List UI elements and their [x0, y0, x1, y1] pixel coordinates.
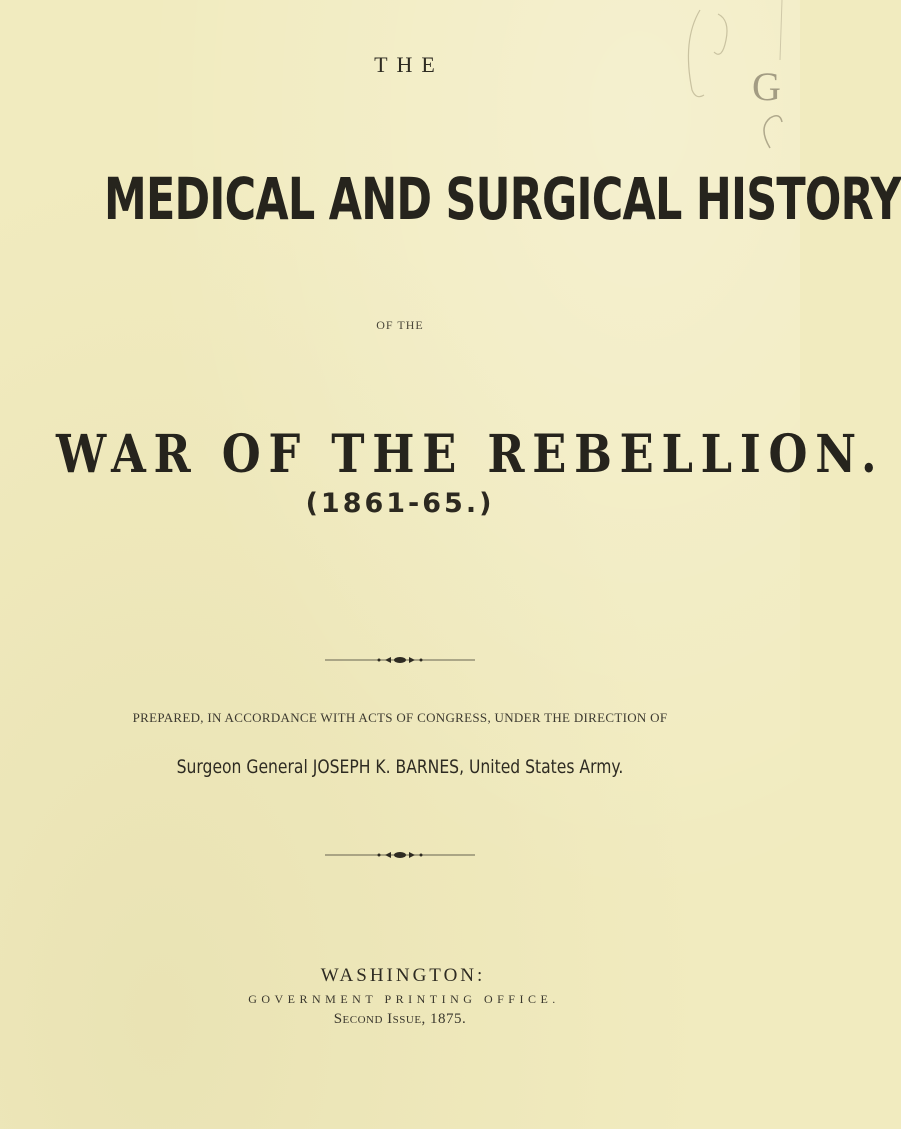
imprint-issue: Second Issue, 1875.: [333, 1011, 467, 1027]
ornamental-rule-icon: [325, 655, 475, 665]
ornamental-rule-icon: [325, 850, 475, 860]
war-title: WAR OF THE REBELLION.: [56, 424, 885, 485]
imprint-publisher: GOVERNMENT PRINTING OFFICE.: [248, 992, 560, 1006]
date-range: (1861-65.): [305, 488, 495, 519]
subtitle-of-the: OF THE: [376, 318, 424, 332]
pencil-annotation-letter: G: [752, 64, 781, 109]
header-the: THE: [374, 52, 444, 77]
main-title: MEDICAL AND SURGICAL HISTORY: [104, 165, 901, 233]
surgeon-general-line: Surgeon General JOSEPH K. BARNES, United States Army.: [176, 756, 624, 778]
prepared-statement: PREPARED, IN ACCORDANCE WITH ACTS OF CONGRESS, UNDER THE DIRECTION OF: [132, 710, 668, 725]
imprint-city: WASHINGTON:: [320, 965, 486, 986]
